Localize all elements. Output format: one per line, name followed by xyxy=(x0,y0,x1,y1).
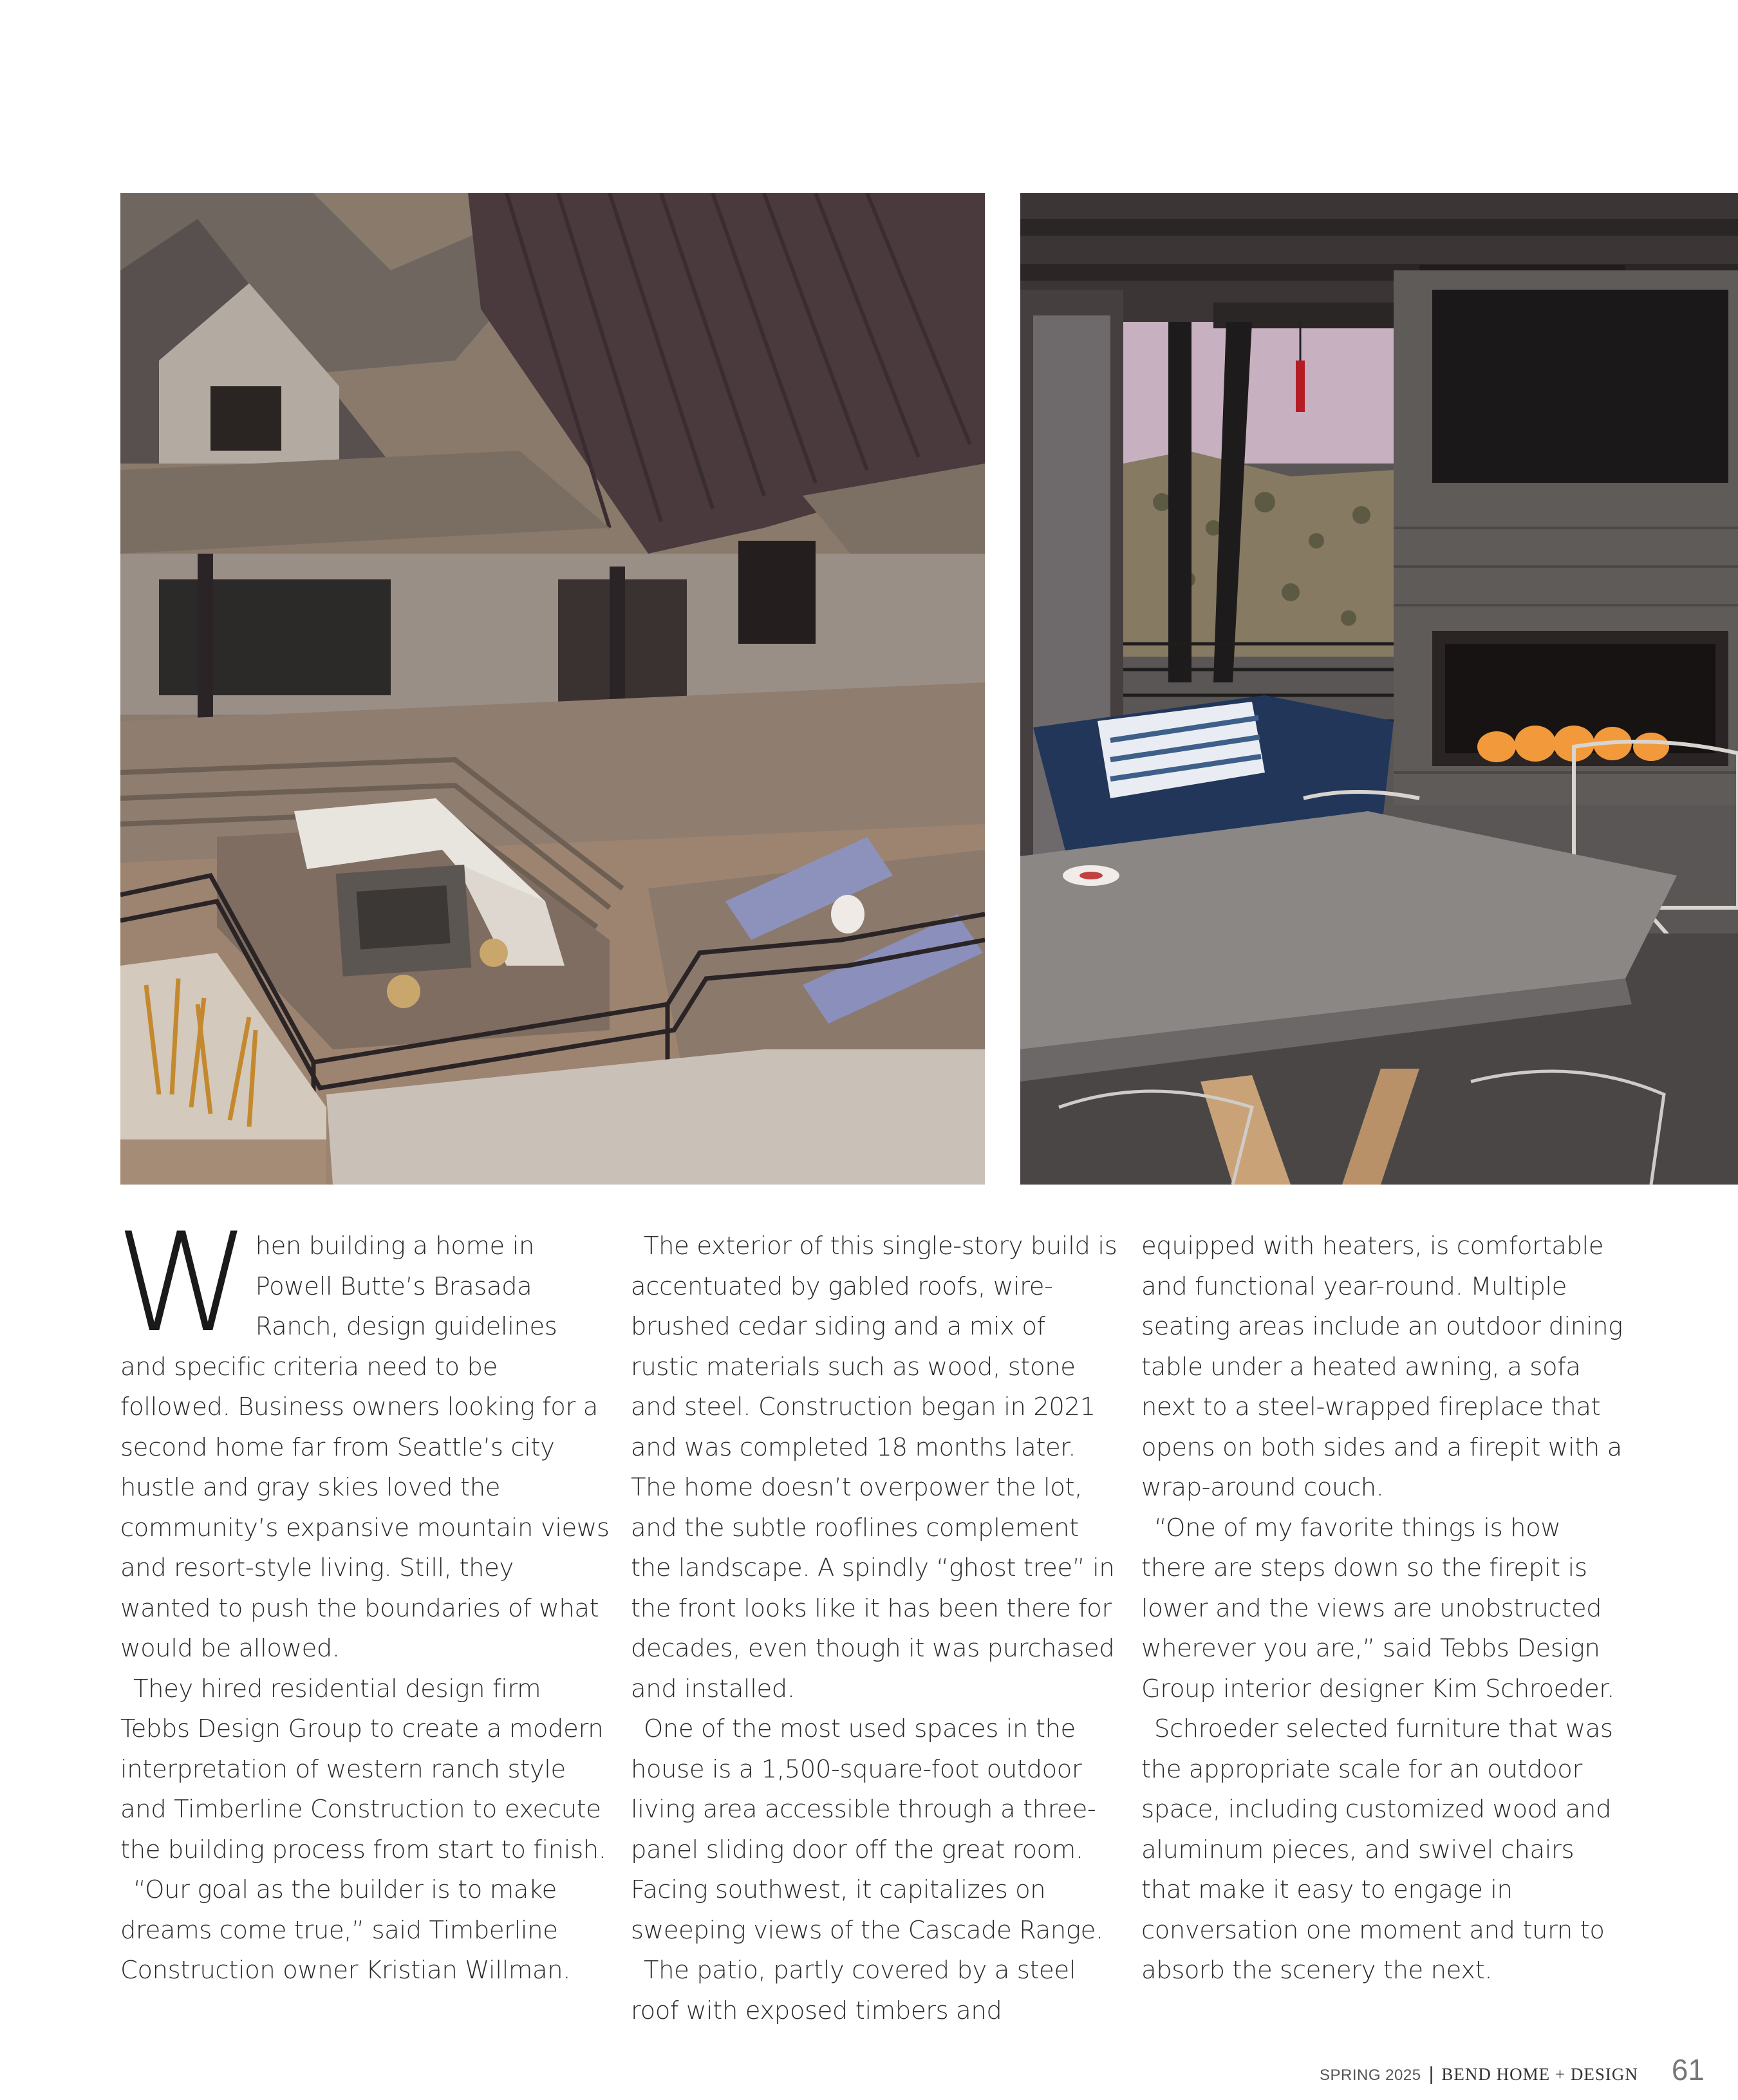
dropcap: W xyxy=(115,1203,247,1362)
article-column-3 xyxy=(1141,1226,1631,1991)
paragraph: “One of my favorite things is how there are steps down so the firepit is lower and the views are unobstructed wherever you are,” said Tebbs Design Group interior designer Kim Schroeder. xyxy=(1141,1513,1614,1703)
paragraph: The patio, partly covered by a steel roof with exposed timbers and xyxy=(631,1956,1076,2025)
paragraph: “Our goal as the builder is to make dreams come true,” said Timberline Construction owner Kristian Willman. xyxy=(120,1875,571,1985)
page-footer xyxy=(1320,2052,1705,2085)
article-column-1 xyxy=(115,1203,610,1991)
paragraph: They hired residential design firm Tebbs Design Group to create a modern interpretation of western ranch style and Timberline Construction to execute the building process from start to finish. xyxy=(120,1674,606,1864)
aerial-patio-photo xyxy=(120,193,985,1185)
magazine-name: BEND HOME + DESIGN xyxy=(1441,2065,1638,2084)
paragraph-opening: hen building a home in Powell Butte’s Brasada Ranch, design guidelines and specific criteria need to be followed. Business owners looking for a second home far from Seattle’s city hustle and gray skies loved the community’s expansive mountain views and resort-style living. Still, they wanted to push the boundaries of what would be allowed. xyxy=(120,1232,610,1663)
issue-season: SPRING 2025 xyxy=(1319,2067,1421,2084)
footer-separator: | xyxy=(1428,2063,1434,2085)
page-number: 61 xyxy=(1671,2053,1705,2086)
paragraph: Schroeder selected furniture that was the appropriate scale for an outdoor space, including customized wood and aluminum pieces, and swivel chairs that make it easy to engage in conversation one moment and turn to absorb the scenery the next. xyxy=(1141,1714,1613,1985)
paragraph: One of the most used spaces in the house is a 1,500-square-foot outdoor living area accessible through a three-panel sliding door off the great room. Facing southwest, it capitalizes on sweeping views of the Cascade Range. xyxy=(631,1714,1103,1945)
paragraph: The exterior of this single-story build is accentuated by gabled roofs, wire-brushed cedar siding and a mix of rustic materials such as wood, stone and steel. Construction began in 2021 and was completed 18 months later. The home doesn’t overpower the lot, and the subtle rooflines complement the landscape. A spindly “ghost tree” in the front looks like it has been there for decades, even though it was purchased and installed. xyxy=(631,1232,1117,1703)
paragraph: equipped with heaters, is comfortable and functional year-round. Multiple seating areas include an outdoor dining table under a heated awning, a sofa next to a steel-wrapped fireplace that opens on both sides and a firepit with a wrap-around couch. xyxy=(1141,1232,1623,1502)
article-column-2 xyxy=(631,1226,1120,2031)
covered-patio-photo xyxy=(1020,193,1738,1185)
